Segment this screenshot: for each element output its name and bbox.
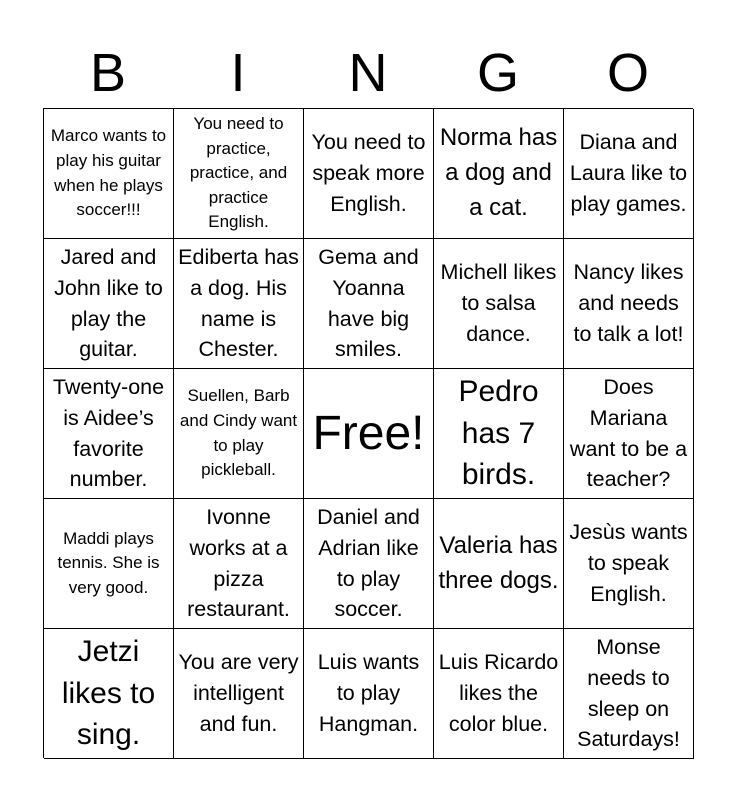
- bingo-cell[interactable]: Pedro has 7 birds.: [434, 369, 564, 499]
- bingo-cell[interactable]: Diana and Laura like to play games.: [564, 109, 694, 239]
- bingo-cell[interactable]: Jared and John like to play the guitar.: [44, 239, 174, 369]
- bingo-cell[interactable]: Marco wants to play his guitar when he plays soccer!!!: [44, 109, 174, 239]
- bingo-cell[interactable]: Ediberta has a dog. His name is Chester.: [174, 239, 304, 369]
- bingo-cell[interactable]: You are very intelligent and fun.: [174, 629, 304, 759]
- bingo-cell[interactable]: Michell likes to salsa dance.: [434, 239, 564, 369]
- bingo-cell[interactable]: Valeria has three dogs.: [434, 499, 564, 629]
- bingo-cell[interactable]: Monse needs to sleep on Saturdays!: [564, 629, 694, 759]
- bingo-cell[interactable]: Luis wants to play Hangman.: [304, 629, 434, 759]
- bingo-cell[interactable]: Twenty-one is Aidee’s favorite number.: [44, 369, 174, 499]
- bingo-cell[interactable]: Jesùs wants to speak English.: [564, 499, 694, 629]
- bingo-header: [43, 40, 693, 106]
- bingo-cell[interactable]: Gema and Yoanna have big smiles.: [304, 239, 434, 369]
- bingo-cell[interactable]: Maddi plays tennis. She is very good.: [44, 499, 174, 629]
- bingo-cell[interactable]: Suellen, Barb and Cindy want to play pickleball.: [174, 369, 304, 499]
- bingo-cell[interactable]: You need to practice, practice, and practice English.: [174, 109, 304, 239]
- header-letter-o: O: [606, 43, 649, 103]
- free-space-cell[interactable]: Free!: [304, 369, 434, 499]
- header-letter-b: B: [89, 43, 127, 103]
- header-letter-i: I: [230, 43, 246, 103]
- bingo-cell[interactable]: You need to speak more English.: [304, 109, 434, 239]
- bingo-cell[interactable]: Nancy likes and needs to talk a lot!: [564, 239, 694, 369]
- bingo-card-grid: [43, 108, 693, 758]
- bingo-cell[interactable]: Ivonne works at a pizza restaurant.: [174, 499, 304, 629]
- bingo-cell[interactable]: Luis Ricardo likes the color blue.: [434, 629, 564, 759]
- bingo-cell[interactable]: Daniel and Adrian like to play soccer.: [304, 499, 434, 629]
- header-letter-g: G: [476, 43, 519, 103]
- bingo-cell[interactable]: Norma has a dog and a cat.: [434, 109, 564, 239]
- header-letter-n: N: [348, 43, 388, 103]
- bingo-cell[interactable]: Jetzi likes to sing.: [44, 629, 174, 759]
- bingo-cell[interactable]: Does Mariana want to be a teacher?: [564, 369, 694, 499]
